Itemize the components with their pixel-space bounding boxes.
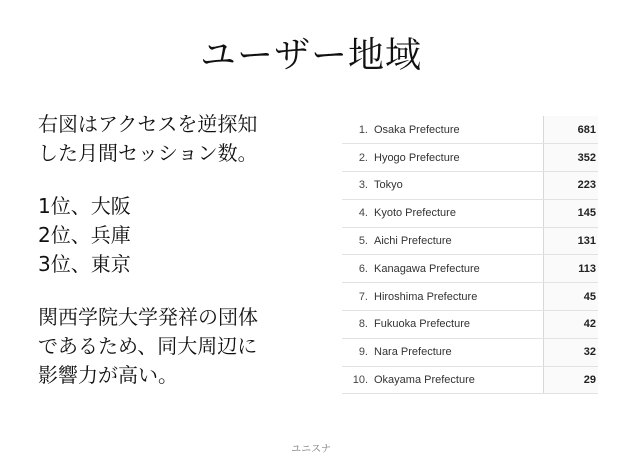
rank-cell: 4. (342, 199, 374, 227)
text-line: 1位、大阪 (38, 194, 131, 218)
sessions-cell: 131 (544, 227, 599, 255)
sessions-cell: 681 (544, 116, 599, 144)
rank-cell: 2. (342, 144, 374, 172)
region-cell: Hyogo Prefecture (374, 144, 544, 172)
region-cell: Okayama Prefecture (374, 366, 544, 394)
region-cell: Hiroshima Prefecture (374, 283, 544, 311)
region-cell: Fukuoka Prefecture (374, 311, 544, 339)
table-row (342, 199, 598, 227)
sessions-cell: 42 (544, 311, 599, 339)
table-row (342, 227, 598, 255)
rank-cell: 3. (342, 172, 374, 200)
table-row (342, 255, 598, 283)
footer-text: ユニスナ (291, 444, 331, 455)
text-line: 3位、東京 (38, 252, 131, 276)
table-row (342, 338, 598, 366)
region-sessions-table (342, 116, 598, 394)
region-cell: Osaka Prefecture (374, 116, 544, 144)
table-row (342, 366, 598, 394)
text-line: した月間セッション数。 (38, 141, 258, 165)
region-cell: Kyoto Prefecture (374, 199, 544, 227)
sessions-cell: 32 (544, 338, 599, 366)
rank-cell: 6. (342, 255, 374, 283)
region-cell: Nara Prefecture (374, 338, 544, 366)
slide-title: ユーザー地域 (199, 35, 422, 76)
text-line: であるため、同大周辺に (38, 334, 258, 358)
sessions-cell: 113 (544, 255, 599, 283)
table-row (342, 283, 598, 311)
text-line: 2位、兵庫 (38, 223, 131, 247)
region-cell: Tokyo (374, 172, 544, 200)
rank-cell: 7. (342, 283, 374, 311)
rank-cell: 10. (342, 366, 374, 394)
text-line: 右図はアクセスを逆探知 (38, 112, 258, 136)
sessions-cell: 145 (544, 199, 599, 227)
rank-cell: 1. (342, 116, 374, 144)
table-row (342, 172, 598, 200)
region-cell: Aichi Prefecture (374, 227, 544, 255)
text-line: 影響力が高い。 (38, 363, 178, 387)
sessions-cell: 29 (544, 366, 599, 394)
table-row (342, 144, 598, 172)
sessions-cell: 352 (544, 144, 599, 172)
text-line: 関西学院大学発祥の団体 (38, 305, 258, 329)
table-row (342, 311, 598, 339)
description-text (38, 110, 308, 390)
sessions-cell: 45 (544, 283, 599, 311)
rank-cell: 8. (342, 311, 374, 339)
rank-cell: 9. (342, 338, 374, 366)
rank-cell: 5. (342, 227, 374, 255)
table-row (342, 116, 598, 144)
region-cell: Kanagawa Prefecture (374, 255, 544, 283)
sessions-cell: 223 (544, 172, 599, 200)
